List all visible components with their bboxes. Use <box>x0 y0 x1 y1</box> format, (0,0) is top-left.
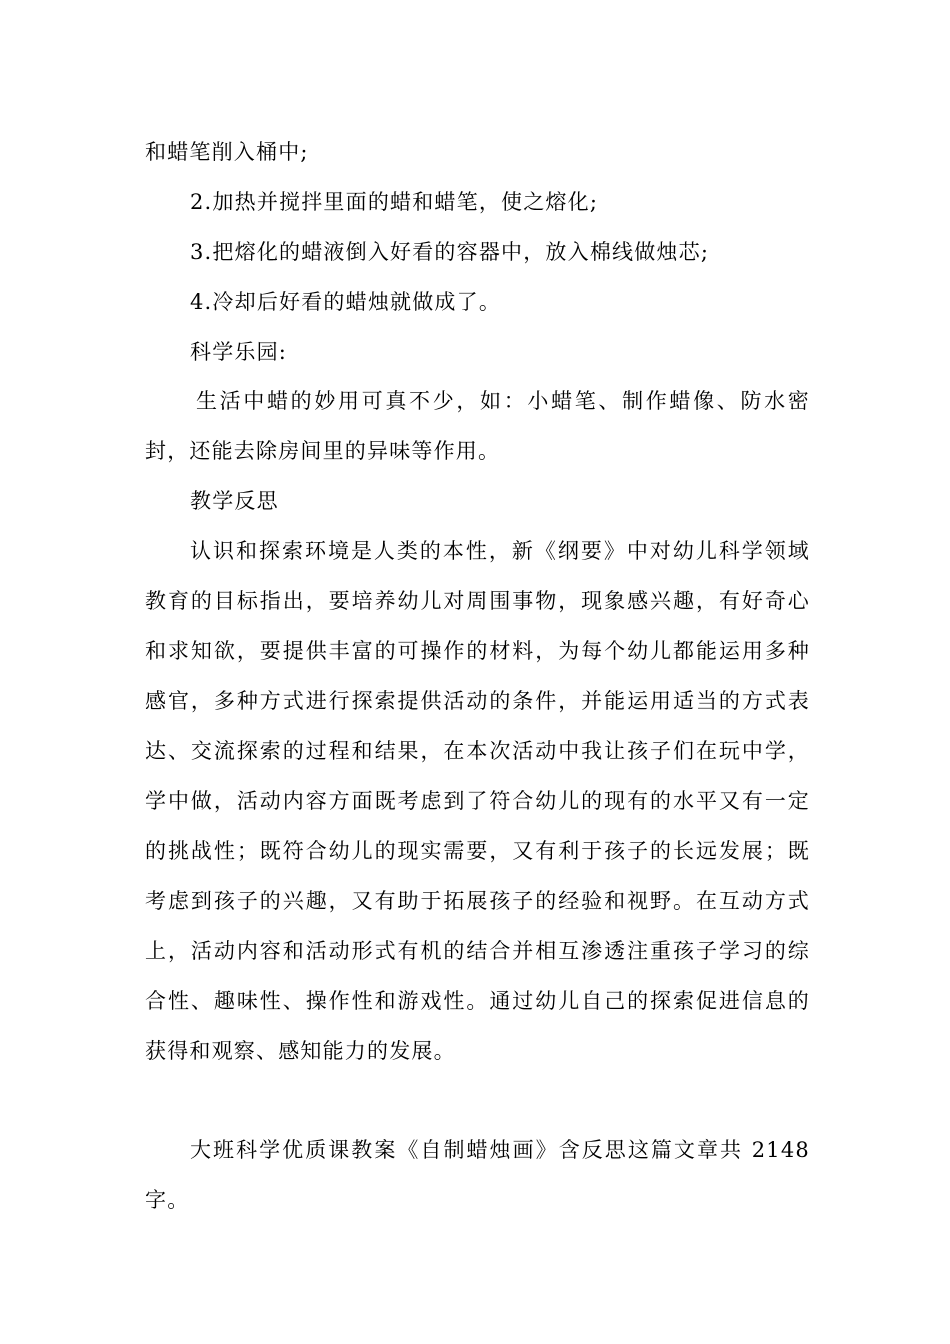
text-line: 生活中蜡的妙用可真不少，如：小蜡笔、制作蜡像、防水密 <box>196 389 810 413</box>
text-line: 考虑到孩子的兴趣，又有助于拓展孩子的经验和视野。在互动方式 <box>145 889 810 913</box>
text-line: 获得和观察、感知能力的发展。 <box>145 1039 456 1063</box>
text-line: 学中做，活动内容方面既考虑到了符合幼儿的现有的水平又有一定 <box>145 789 810 813</box>
text-line: 感官，多种方式进行探索提供活动的条件，并能运用适当的方式表 <box>145 689 810 713</box>
text-line: 上，活动内容和活动形式有机的结合并相互渗透注重孩子学习的综 <box>145 939 810 963</box>
section-heading-science-park: 科学乐园: <box>190 340 288 364</box>
text-line: 和蜡笔削入桶中; <box>145 140 309 164</box>
text-line: 教育的目标指出，要培养幼儿对周围事物，现象感兴趣，有好奇心 <box>145 589 810 613</box>
text-line: 达、交流探索的过程和结果，在本次活动中我让孩子们在玩中学， <box>145 739 810 763</box>
step-2-line: 2.加热并搅拌里面的蜡和蜡笔，使之熔化; <box>190 190 599 214</box>
article-summary-line: 大班科学优质课教案《自制蜡烛画》含反思这篇文章共 2148 <box>190 1138 810 1162</box>
text-line: 认识和探索环境是人类的本性，新《纲要》中对幼儿科学领域 <box>190 539 810 563</box>
text-line: 合性、趣味性、操作性和游戏性。通过幼儿自己的探索促进信息的 <box>145 989 810 1013</box>
text-line: 的挑战性；既符合幼儿的现实需要，又有利于孩子的长远发展；既 <box>145 839 810 863</box>
step-4-line: 4.冷却后好看的蜡烛就做成了。 <box>190 290 502 314</box>
section-heading-teaching-reflection: 教学反思 <box>190 489 279 513</box>
text-line: 封，还能去除房间里的异味等作用。 <box>145 439 501 463</box>
step-3-line: 3.把熔化的蜡液倒入好看的容器中，放入棉线做烛芯; <box>190 240 710 264</box>
text-line: 和求知欲，要提供丰富的可操作的材料，为每个幼儿都能运用多种 <box>145 639 810 663</box>
article-summary-line: 字。 <box>145 1188 190 1212</box>
